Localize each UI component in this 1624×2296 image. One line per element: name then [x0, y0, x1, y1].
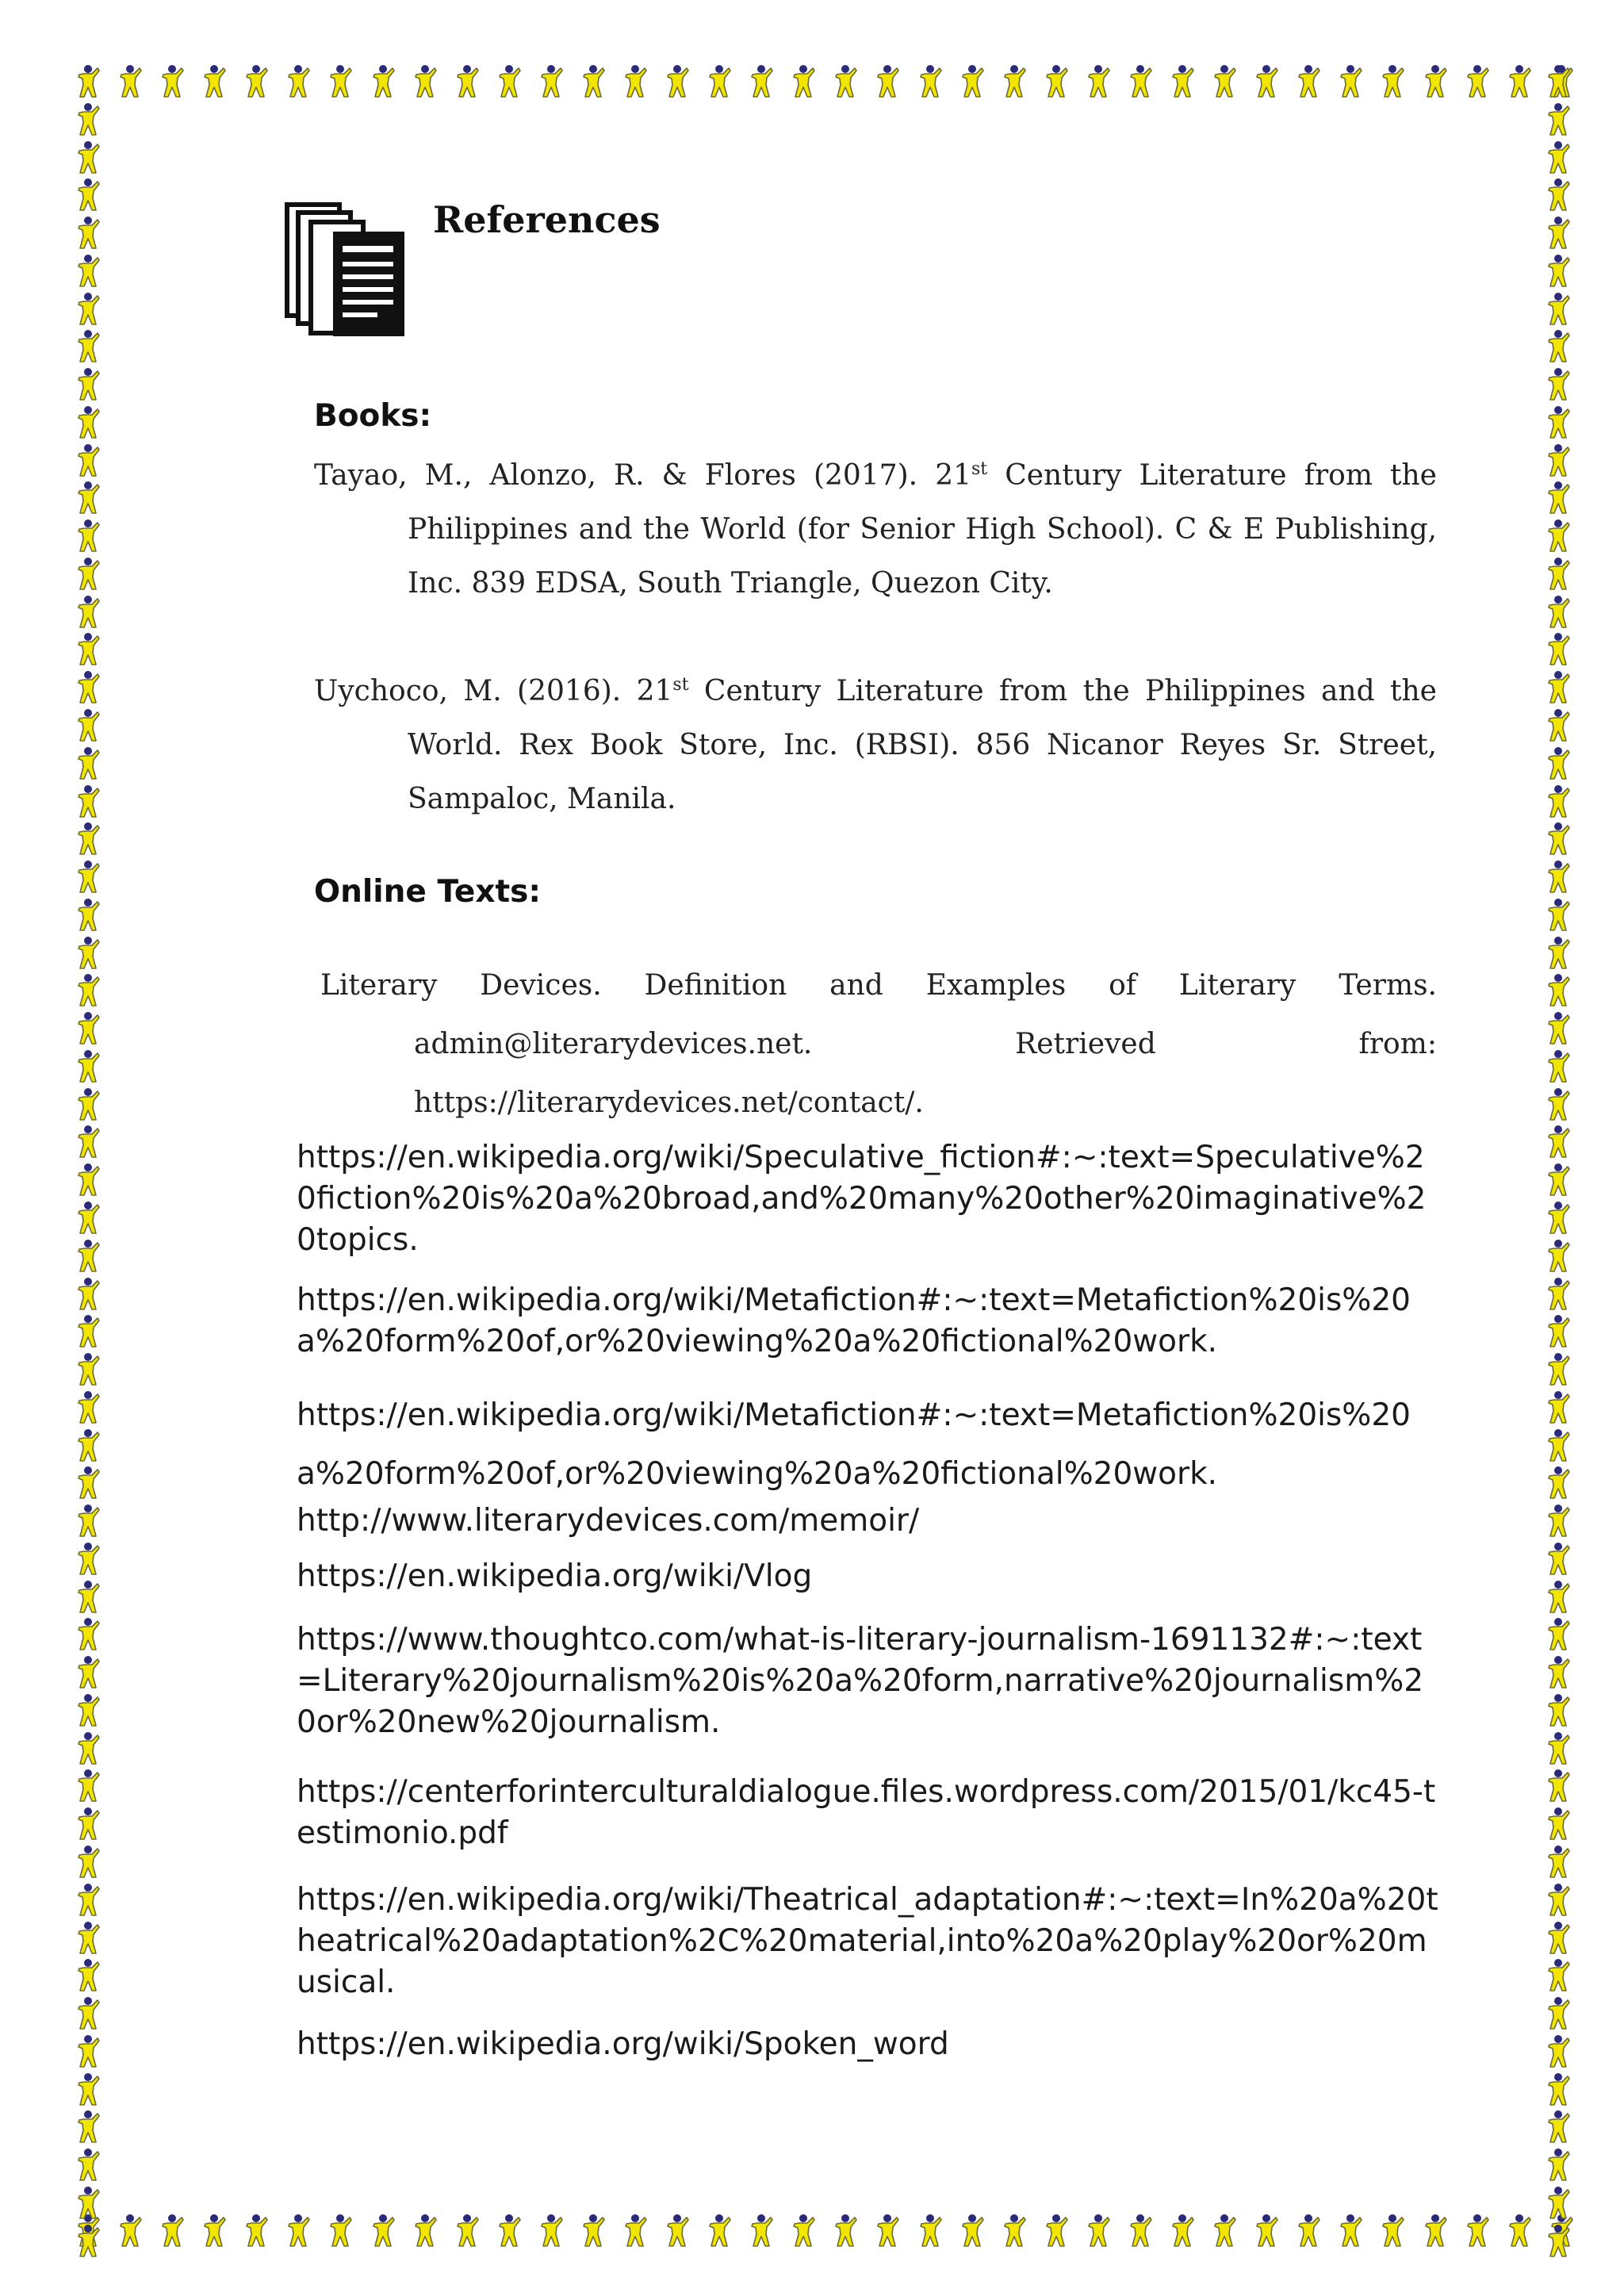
- person-figure-icon: [1546, 1428, 1570, 1462]
- url-theatrical-adaptation[interactable]: https://en.wikipedia.org/wiki/Theatrical_adaptation#:~:text=In%20a%20theatrical%20adaptation%2C%20material,into%20a%20play%20or%20musical.: [297, 1882, 1438, 2000]
- person-figure-icon: [76, 2223, 100, 2258]
- person-figure-icon: [76, 1010, 100, 1045]
- person-figure-icon: [1546, 1806, 1570, 1841]
- person-figure-icon: [581, 63, 605, 98]
- online-reference-retrieved: Retrieved: [1015, 1028, 1156, 1060]
- person-figure-icon: [76, 215, 100, 250]
- person-figure-icon: [1546, 1957, 1570, 1992]
- person-figure-icon: [160, 2213, 184, 2248]
- person-figure-icon: [160, 63, 184, 98]
- person-figure-icon: [1546, 404, 1570, 439]
- online-reference-from: from:: [1358, 1028, 1437, 1060]
- books-icon: [282, 200, 409, 339]
- url-vlog[interactable]: https://en.wikipedia.org/wiki/Vlog: [297, 1558, 813, 1594]
- person-figure-icon: [76, 784, 100, 818]
- person-figure-icon: [1297, 63, 1320, 98]
- person-figure-icon: [76, 63, 100, 98]
- person-figure-icon: [1546, 2185, 1570, 2220]
- person-figure-icon: [455, 2213, 479, 2248]
- person-figure-icon: [918, 2213, 942, 2248]
- person-figure-icon: [76, 2185, 100, 2220]
- person-figure-icon: [1465, 2213, 1489, 2248]
- url-spoken-word[interactable]: https://en.wikipedia.org/wiki/Spoken_word: [297, 2026, 949, 2062]
- person-figure-icon: [1297, 2213, 1320, 2248]
- person-figure-icon: [76, 1200, 100, 1235]
- person-figure-icon: [76, 556, 100, 591]
- person-figure-icon: [875, 2213, 899, 2248]
- person-figure-icon: [918, 63, 942, 98]
- person-figure-icon: [328, 63, 352, 98]
- person-figure-icon: [1546, 1465, 1570, 1500]
- person-figure-icon: [1339, 63, 1362, 98]
- person-figure-icon: [1546, 2072, 1570, 2106]
- border-right: [1546, 63, 1570, 2258]
- person-figure-icon: [244, 63, 268, 98]
- person-figure-icon: [1546, 1768, 1570, 1803]
- person-figure-icon: [833, 2213, 857, 2248]
- person-figure-icon: [1002, 2213, 1026, 2248]
- person-figure-icon: [749, 63, 773, 98]
- online-reference-title: Literary Devices. Definition and Examples of Literary Terms.: [320, 969, 1437, 1002]
- person-figure-icon: [76, 1428, 100, 1462]
- person-figure-icon: [1546, 631, 1570, 666]
- person-figure-icon: [1546, 897, 1570, 932]
- person-figure-icon: [960, 63, 984, 98]
- person-figure-icon: [76, 140, 100, 174]
- person-figure-icon: [1546, 746, 1570, 780]
- url-testimonio[interactable]: https://centerforinterculturaldialogue.files.wordpress.com/2015/01/kc45-testimonio.pdf: [297, 1774, 1436, 1851]
- person-figure-icon: [1546, 1882, 1570, 1917]
- person-figure-icon: [1546, 1692, 1570, 1727]
- person-figure-icon: [1546, 480, 1570, 515]
- person-figure-icon: [76, 1465, 100, 1500]
- person-figure-icon: [1546, 1276, 1570, 1311]
- person-figure-icon: [875, 63, 899, 98]
- person-figure-icon: [76, 1882, 100, 1917]
- person-figure-icon: [76, 1731, 100, 1765]
- book-reference-2: Uychoco, M. (2016). 21st Century Literature from the Philippines and the World. Rex Book Store, Inc. (RBSI). 856 Nicanor Reyes Sr. Street, Sampaloc, Manila.: [314, 675, 1437, 815]
- person-figure-icon: [202, 63, 226, 98]
- person-figure-icon: [244, 2213, 268, 2248]
- person-figure-icon: [1254, 2213, 1278, 2248]
- person-figure-icon: [1002, 63, 1026, 98]
- person-figure-icon: [76, 1844, 100, 1879]
- person-figure-icon: [76, 253, 100, 288]
- person-figure-icon: [707, 63, 731, 98]
- person-figure-icon: [1546, 972, 1570, 1007]
- person-figure-icon: [1086, 2213, 1110, 2248]
- person-figure-icon: [1086, 63, 1110, 98]
- person-figure-icon: [76, 102, 100, 136]
- person-figure-icon: [1546, 556, 1570, 591]
- person-figure-icon: [1546, 2223, 1570, 2258]
- person-figure-icon: [76, 443, 100, 477]
- person-figure-icon: [76, 1616, 100, 1651]
- person-figure-icon: [1339, 2213, 1362, 2248]
- person-figure-icon: [1465, 63, 1489, 98]
- person-figure-icon: [1546, 443, 1570, 477]
- person-figure-icon: [76, 2033, 100, 2068]
- person-figure-icon: [1546, 1654, 1570, 1689]
- person-figure-icon: [1546, 1200, 1570, 1235]
- person-figure-icon: [1381, 63, 1404, 98]
- person-figure-icon: [76, 518, 100, 553]
- person-figure-icon: [118, 63, 142, 98]
- person-figure-icon: [1546, 1731, 1570, 1765]
- person-figure-icon: [76, 935, 100, 970]
- person-figure-icon: [76, 1692, 100, 1727]
- person-figure-icon: [1546, 821, 1570, 856]
- person-figure-icon: [76, 1351, 100, 1386]
- person-figure-icon: [1044, 63, 1068, 98]
- person-figure-icon: [202, 2213, 226, 2248]
- person-figure-icon: [1546, 1503, 1570, 1538]
- person-figure-icon: [1546, 1389, 1570, 1424]
- person-figure-icon: [791, 63, 815, 98]
- person-figure-icon: [76, 1313, 100, 1348]
- person-figure-icon: [1546, 2033, 1570, 2068]
- person-figure-icon: [1546, 177, 1570, 212]
- person-figure-icon: [76, 2147, 100, 2182]
- online-reference-email: admin@literarydevices.net.: [414, 1028, 813, 1060]
- person-figure-icon: [76, 1920, 100, 1955]
- person-figure-icon: [1423, 2213, 1447, 2248]
- person-figure-icon: [833, 63, 857, 98]
- person-figure-icon: [1128, 63, 1152, 98]
- person-figure-icon: [539, 2213, 563, 2248]
- border-bottom: [76, 2213, 1573, 2248]
- person-figure-icon: [76, 1162, 100, 1197]
- person-figure-icon: [76, 1048, 100, 1083]
- person-figure-icon: [328, 2213, 352, 2248]
- person-figure-icon: [539, 63, 563, 98]
- url-memoir[interactable]: http://www.literarydevices.com/memoir/: [297, 1503, 920, 1539]
- person-figure-icon: [1546, 2147, 1570, 2182]
- person-figure-icon: [665, 2213, 689, 2248]
- person-figure-icon: [76, 1579, 100, 1614]
- person-figure-icon: [623, 2213, 647, 2248]
- person-figure-icon: [1546, 1162, 1570, 1197]
- person-figure-icon: [1254, 63, 1278, 98]
- person-figure-icon: [1546, 707, 1570, 742]
- person-figure-icon: [1507, 63, 1531, 98]
- person-figure-icon: [497, 63, 521, 98]
- person-figure-icon: [76, 1654, 100, 1689]
- person-figure-icon: [76, 366, 100, 401]
- person-figure-icon: [1546, 291, 1570, 326]
- person-figure-icon: [1170, 63, 1194, 98]
- person-figure-icon: [1546, 366, 1570, 401]
- person-figure-icon: [1546, 63, 1570, 98]
- url-metafiction-1[interactable]: https://en.wikipedia.org/wiki/Metafiction#:~:text=Metafiction%20is%20a%20form%20of,or%20viewing%20a%20fictional%20work.: [297, 1282, 1411, 1359]
- person-figure-icon: [960, 2213, 984, 2248]
- person-figure-icon: [286, 2213, 310, 2248]
- url-metafiction-2[interactable]: https://en.wikipedia.org/wiki/Metafiction#:~:text=Metafiction%20is%20a%20form%20of,or%20viewing%20a%20fictional%20work.: [297, 1397, 1411, 1492]
- person-figure-icon: [76, 1124, 100, 1159]
- person-figure-icon: [1546, 2109, 1570, 2144]
- person-figure-icon: [1423, 63, 1447, 98]
- url-speculative-fiction[interactable]: https://en.wikipedia.org/wiki/Speculative_fiction#:~:text=Speculative%20fiction%20is%20a%20broad,and%20many%20other%20imaginative%20topics.: [297, 1140, 1427, 1258]
- border-top: [76, 63, 1573, 98]
- person-figure-icon: [1546, 1616, 1570, 1651]
- person-figure-icon: [76, 2072, 100, 2106]
- person-figure-icon: [76, 821, 100, 856]
- person-figure-icon: [1546, 518, 1570, 553]
- page-title: References: [433, 198, 661, 241]
- person-figure-icon: [76, 631, 100, 666]
- books-heading: Books:: [314, 398, 432, 434]
- person-figure-icon: [455, 63, 479, 98]
- book-reference-1: Tayao, M., Alonzo, R. & Flores (2017). 21st Century Literature from the Philippines and the World (for Senior High School). C & E Publishing, Inc. 839 EDSA, South Triangle, Quezon City.: [314, 459, 1437, 600]
- person-figure-icon: [1546, 594, 1570, 629]
- person-figure-icon: [791, 2213, 815, 2248]
- person-figure-icon: [1546, 1920, 1570, 1955]
- person-figure-icon: [76, 1087, 100, 1121]
- person-figure-icon: [76, 972, 100, 1007]
- person-figure-icon: [76, 177, 100, 212]
- person-figure-icon: [76, 328, 100, 363]
- person-figure-icon: [1546, 1087, 1570, 1121]
- person-figure-icon: [1212, 63, 1236, 98]
- person-figure-icon: [76, 1276, 100, 1311]
- person-figure-icon: [76, 859, 100, 894]
- person-figure-icon: [76, 1806, 100, 1841]
- person-figure-icon: [76, 746, 100, 780]
- person-figure-icon: [1546, 253, 1570, 288]
- person-figure-icon: [1546, 1995, 1570, 2030]
- person-figure-icon: [76, 1389, 100, 1424]
- person-figure-icon: [1546, 1010, 1570, 1045]
- person-figure-icon: [413, 2213, 437, 2248]
- person-figure-icon: [1546, 140, 1570, 174]
- person-figure-icon: [1546, 1124, 1570, 1159]
- person-figure-icon: [1546, 1238, 1570, 1273]
- person-figure-icon: [1507, 2213, 1531, 2248]
- person-figure-icon: [118, 2213, 142, 2248]
- person-figure-icon: [581, 2213, 605, 2248]
- border-left: [76, 63, 100, 2258]
- person-figure-icon: [1170, 2213, 1194, 2248]
- person-figure-icon: [76, 1238, 100, 1273]
- person-figure-icon: [1381, 2213, 1404, 2248]
- person-figure-icon: [371, 63, 395, 98]
- person-figure-icon: [413, 63, 437, 98]
- person-figure-icon: [1546, 669, 1570, 704]
- person-figure-icon: [1044, 2213, 1068, 2248]
- person-figure-icon: [286, 63, 310, 98]
- person-figure-icon: [371, 2213, 395, 2248]
- url-literary-journalism[interactable]: https://www.thoughtco.com/what-is-literary-journalism-1691132#:~:text=Literary%20journalism%20is%20a%20form,narrative%20journalism%20or%20new%20journalism.: [297, 1622, 1424, 1740]
- person-figure-icon: [76, 1768, 100, 1803]
- person-figure-icon: [1546, 1579, 1570, 1614]
- person-figure-icon: [623, 63, 647, 98]
- person-figure-icon: [665, 63, 689, 98]
- person-figure-icon: [1546, 1048, 1570, 1083]
- person-figure-icon: [1546, 1313, 1570, 1348]
- person-figure-icon: [76, 669, 100, 704]
- person-figure-icon: [1546, 1844, 1570, 1879]
- person-figure-icon: [76, 1957, 100, 1992]
- person-figure-icon: [1546, 1541, 1570, 1576]
- online-reference-link: https://literarydevices.net/contact/.: [414, 1087, 924, 1119]
- person-figure-icon: [1546, 859, 1570, 894]
- person-figure-icon: [1546, 784, 1570, 818]
- person-figure-icon: [1128, 2213, 1152, 2248]
- person-figure-icon: [749, 2213, 773, 2248]
- person-figure-icon: [1546, 1351, 1570, 1386]
- person-figure-icon: [76, 404, 100, 439]
- person-figure-icon: [707, 2213, 731, 2248]
- person-figure-icon: [76, 594, 100, 629]
- person-figure-icon: [1212, 2213, 1236, 2248]
- person-figure-icon: [76, 1541, 100, 1576]
- online-reference-literary-devices: [320, 956, 1437, 1133]
- online-reference-retrieved-line: [414, 1015, 1437, 1074]
- person-figure-icon: [497, 2213, 521, 2248]
- person-figure-icon: [76, 2109, 100, 2144]
- person-figure-icon: [1546, 328, 1570, 363]
- person-figure-icon: [76, 897, 100, 932]
- person-figure-icon: [1546, 935, 1570, 970]
- person-figure-icon: [76, 1995, 100, 2030]
- person-figure-icon: [76, 707, 100, 742]
- person-figure-icon: [76, 291, 100, 326]
- person-figure-icon: [1546, 102, 1570, 136]
- person-figure-icon: [76, 1503, 100, 1538]
- online-texts-heading: Online Texts:: [314, 874, 541, 910]
- person-figure-icon: [76, 480, 100, 515]
- person-figure-icon: [1546, 215, 1570, 250]
